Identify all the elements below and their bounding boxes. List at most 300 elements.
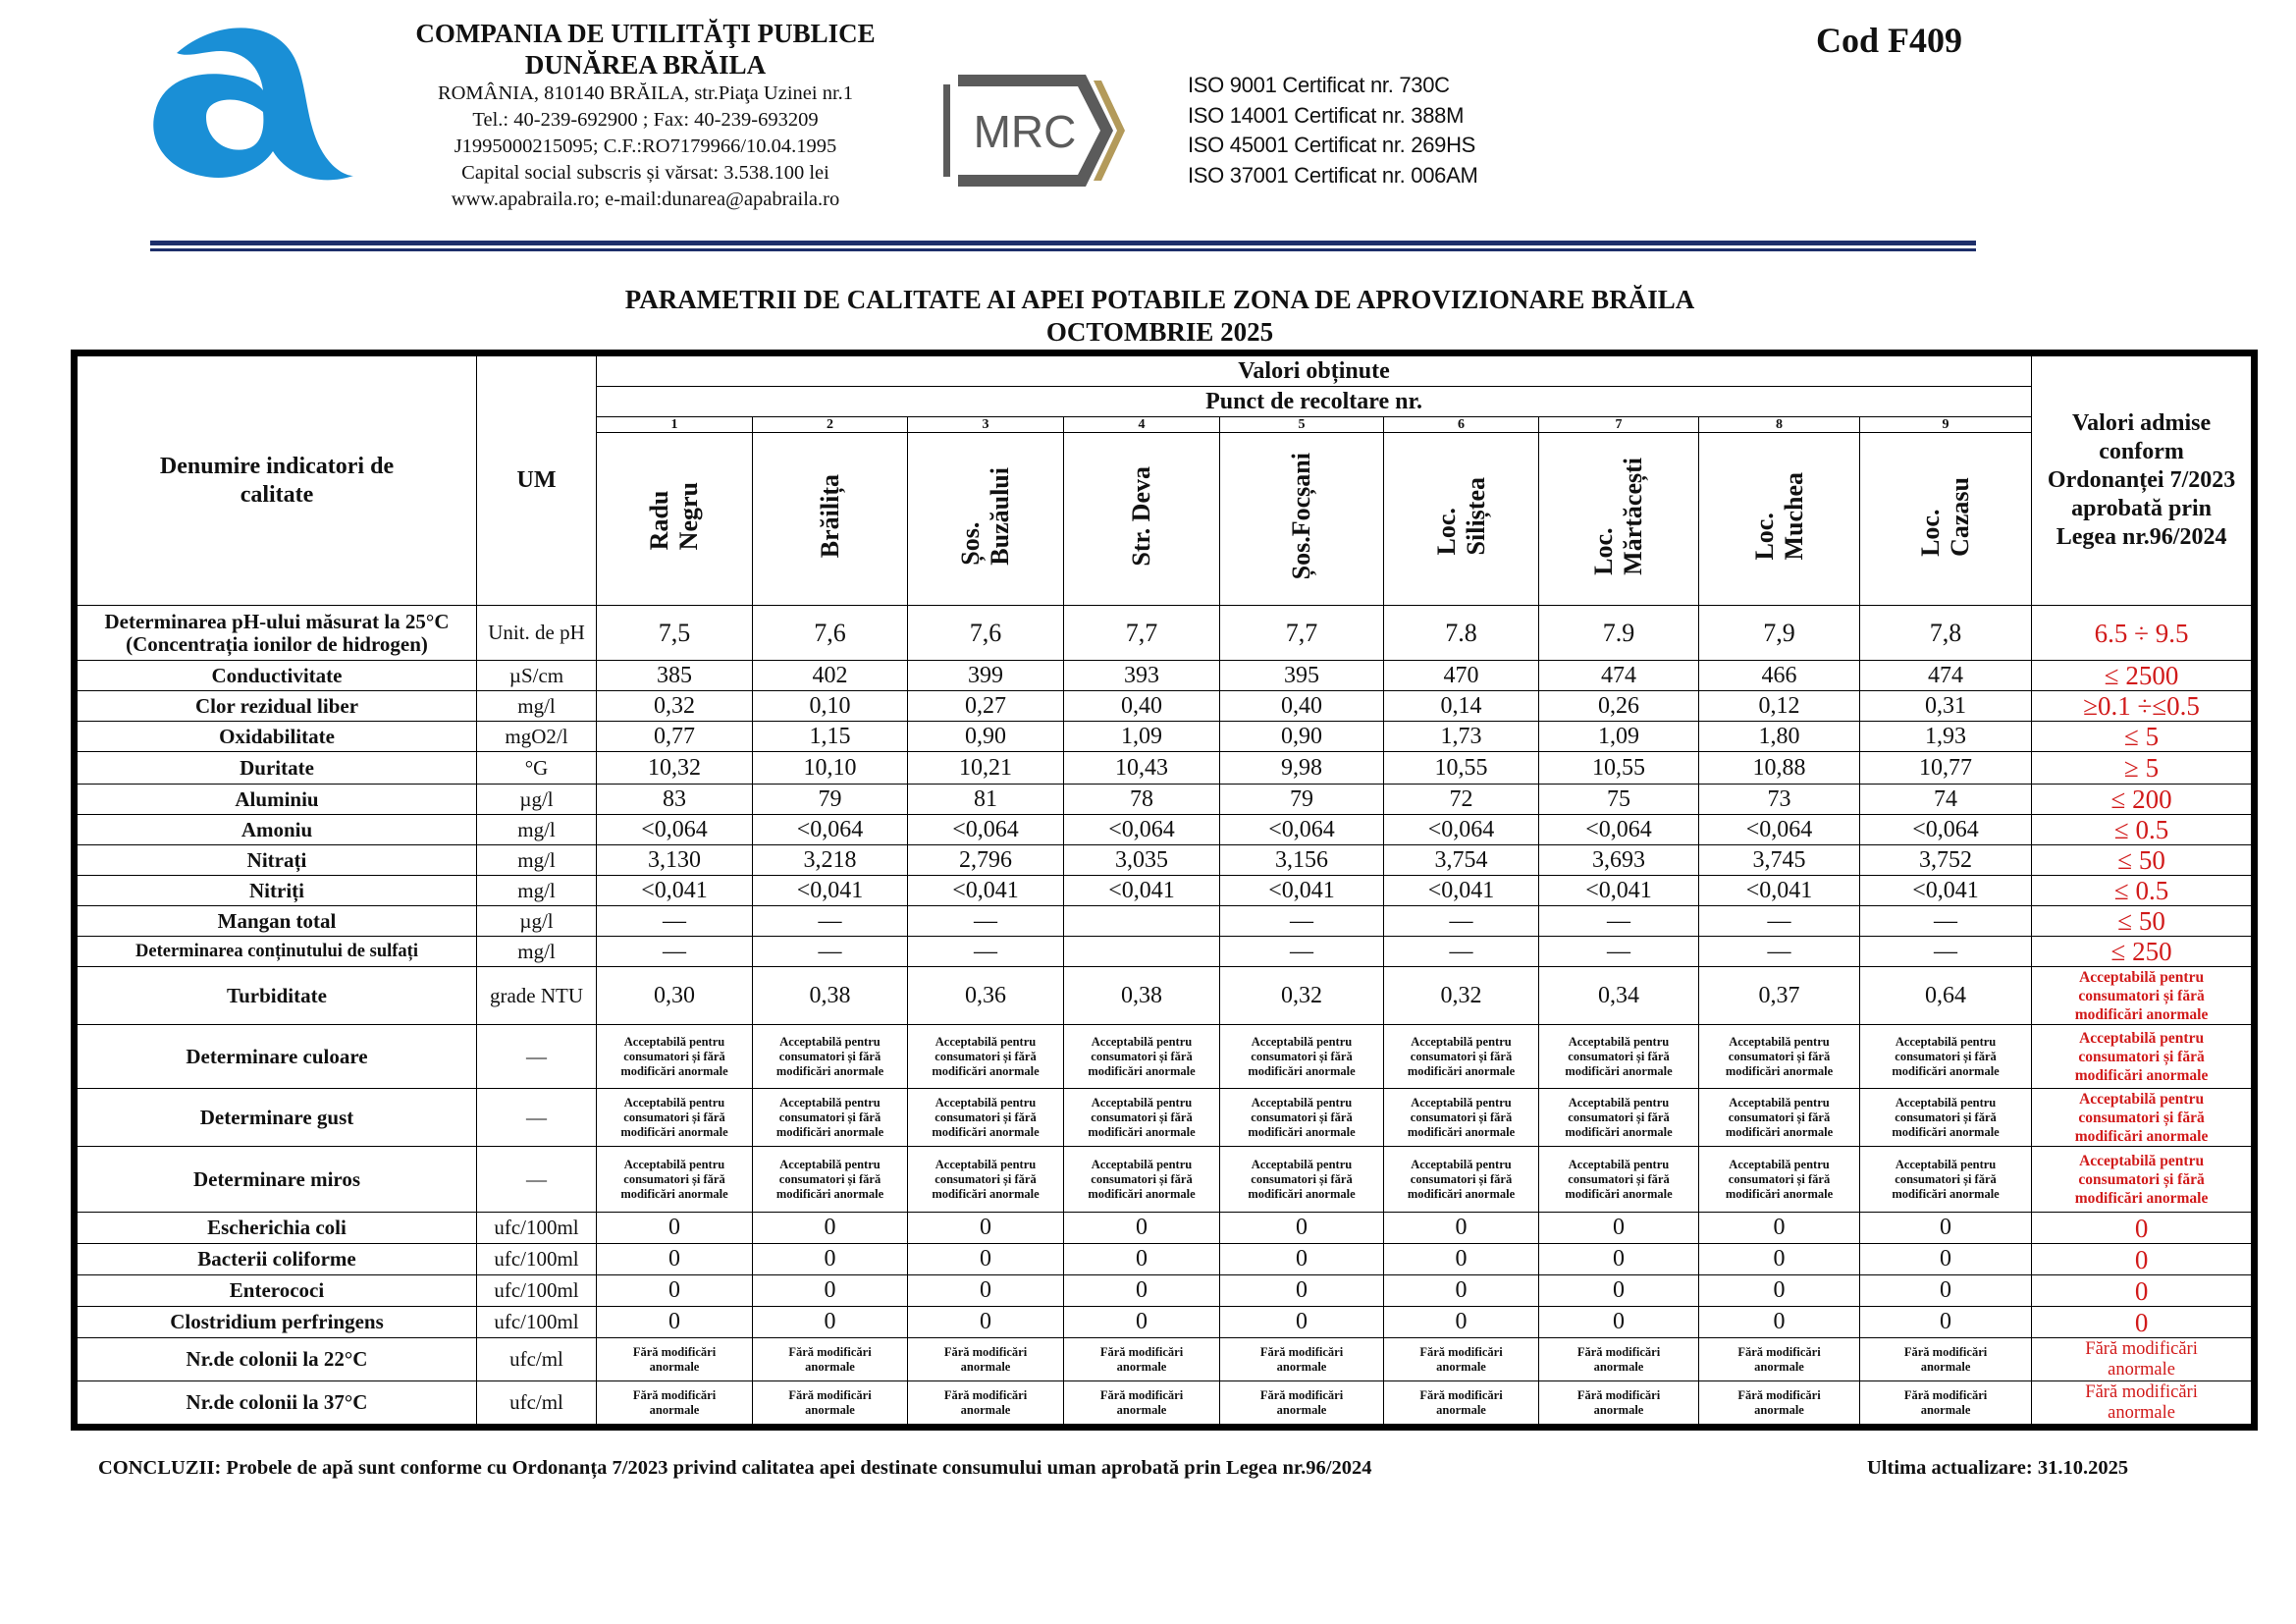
indicator-name: Conductivitate [75,661,477,691]
measured-value: 0,77 [597,722,753,752]
point-name: Loc. Siliștea [1431,477,1490,556]
allowed-limit: 0 [2032,1275,2255,1307]
table-row [75,1338,2255,1381]
header-points: Punct de recoltare nr. [597,387,2032,417]
measured-value: 474 [1860,661,2032,691]
measured-value: <0,064 [753,815,908,845]
measured-value: 0 [1699,1244,1860,1275]
measured-value: 0 [1220,1213,1384,1244]
indicator-name: Escherichia coli [75,1213,477,1244]
indicator-name: Nitrați [75,845,477,876]
measured-value: <0,064 [1384,815,1539,845]
point-name: Brăilița [815,474,844,559]
measured-value: 0,36 [908,967,1064,1025]
measured-value: 0,32 [1220,967,1384,1025]
indicator-name: Determinarea pH-ului măsurat la 25°C (Concentrația ionilor de hidrogen) [75,606,477,661]
measured-value: 0,26 [1539,691,1699,722]
table-row [75,661,2255,691]
table-row [75,906,2255,937]
measured-value: <0,064 [1539,815,1699,845]
point-name-cell [597,433,753,606]
measured-value: 3,745 [1699,845,1860,876]
measured-value: 0,27 [908,691,1064,722]
unit: Unit. de pH [477,606,597,661]
table-row [75,1089,2255,1147]
measured-text: Acceptabilă pentru consumatori și fără modificări anormale [1384,1147,1539,1213]
measured-text: Fără modificări anormale [908,1381,1064,1428]
measured-value: <0,041 [908,876,1064,906]
measured-value: 0 [1064,1307,1220,1338]
point-number: 3 [908,417,1064,433]
measured-value [1064,937,1220,967]
table-row [75,1307,2255,1338]
measured-text: Acceptabilă pentru consumatori și fără modificări anormale [1699,1089,1860,1147]
table-row [75,845,2255,876]
measured-value: 474 [1539,661,1699,691]
point-name-cell [1384,433,1539,606]
measured-value: — [1384,906,1539,937]
measured-text: Acceptabilă pentru consumatori și fără modificări anormale [1860,1025,2032,1089]
point-name-cell [753,433,908,606]
unit: mg/l [477,937,597,967]
header-indicator: Denumire indicatori de calitate [75,353,477,606]
indicator-name: Aluminiu [75,785,477,815]
measured-value: 10,88 [1699,752,1860,785]
measured-value: 0 [597,1275,753,1307]
iso-line: ISO 37001 Certificat nr. 006AM [1188,162,1478,188]
measured-value: — [597,937,753,967]
measured-value: 3,035 [1064,845,1220,876]
allowed-limit: ≤ 250 [2032,937,2255,967]
measured-text: Fără modificări anormale [1384,1381,1539,1428]
measured-text: Acceptabilă pentru consumatori și fără modificări anormale [908,1089,1064,1147]
mrc-logo [938,57,1125,204]
iso-line: ISO 14001 Certificat nr. 388M [1188,102,1465,128]
measured-text: Acceptabilă pentru consumatori și fără modificări anormale [1384,1089,1539,1147]
measured-value: 0,30 [597,967,753,1025]
unit: mg/l [477,691,597,722]
measured-value: — [753,937,908,967]
measured-value: 0 [1699,1307,1860,1338]
measured-value: 72 [1384,785,1539,815]
measured-value: 7,5 [597,606,753,661]
measured-value: — [1860,906,2032,937]
measured-value: 7,7 [1220,606,1384,661]
measured-value: 3,218 [753,845,908,876]
measured-value: 1,09 [1539,722,1699,752]
header-rule [150,241,1976,245]
unit: mg/l [477,876,597,906]
measured-value: 385 [597,661,753,691]
measured-text: Acceptabilă pentru consumatori și fără modificări anormale [908,1025,1064,1089]
allowed-limit: ≤ 2500 [2032,661,2255,691]
unit: µg/l [477,906,597,937]
measured-value: 0 [908,1275,1064,1307]
measured-value: 0 [753,1307,908,1338]
measured-value: 1,93 [1860,722,2032,752]
allowed-limit: ≤ 50 [2032,906,2255,937]
allowed-limit: ≤ 5 [2032,722,2255,752]
indicator-name: Mangan total [75,906,477,937]
measured-text: Fără modificări anormale [597,1381,753,1428]
measured-text: Acceptabilă pentru consumatori și fără modificări anormale [1860,1089,2032,1147]
measured-text: Acceptabilă pentru consumatori și fără modificări anormale [1220,1147,1384,1213]
table-row [75,691,2255,722]
measured-text: Acceptabilă pentru consumatori și fără modificări anormale [1064,1025,1220,1089]
point-name-cell [1539,433,1699,606]
measured-value: 0 [1220,1275,1384,1307]
measured-value: 0 [1539,1275,1699,1307]
point-number: 4 [1064,417,1220,433]
measured-value: 9,98 [1220,752,1384,785]
allowed-limit: 0 [2032,1213,2255,1244]
allowed-limit: Acceptabilă pentru consumatori și fără modificări anormale [2032,1147,2255,1213]
page-title: PARAMETRII DE CALITATE AI APEI POTABILE ZONA DE APROVIZIONARE BRĂILA [624,285,1695,314]
header-values: Valori obținute [597,353,2032,387]
measured-value: 0,40 [1064,691,1220,722]
measured-text: Fără modificări anormale [908,1338,1064,1381]
measured-value: 0,37 [1699,967,1860,1025]
unit: mgO2/l [477,722,597,752]
indicator-name: Amoniu [75,815,477,845]
indicator-name: Determinare culoare [75,1025,477,1089]
point-name-cell [1220,433,1384,606]
measured-text: Acceptabilă pentru consumatori și fără modificări anormale [597,1089,753,1147]
form-code: Cod F409 [1816,21,1963,60]
allowed-limit: ≥ 5 [2032,752,2255,785]
measured-value: <0,064 [1860,815,2032,845]
measured-value: <0,064 [1699,815,1860,845]
measured-value: 0 [1539,1213,1699,1244]
point-name: Str. Deva [1127,466,1155,567]
measured-value: 7.8 [1384,606,1539,661]
unit: ufc/ml [477,1381,597,1428]
measured-value: 7,6 [753,606,908,661]
measured-text: Acceptabilă pentru consumatori și fără modificări anormale [1220,1025,1384,1089]
measured-value: 0 [1064,1275,1220,1307]
allowed-limit: 0 [2032,1244,2255,1275]
allowed-limit: ≤ 200 [2032,785,2255,815]
measured-value: 0 [1699,1275,1860,1307]
measured-value: 0,38 [1064,967,1220,1025]
indicator-name: Duritate [75,752,477,785]
measured-value: <0,041 [1064,876,1220,906]
indicator-name: Determinare gust [75,1089,477,1147]
measured-value: 0,32 [597,691,753,722]
indicator-name: Oxidabilitate [75,722,477,752]
measured-value: 1,73 [1384,722,1539,752]
measured-value: 3,752 [1860,845,2032,876]
iso-line: ISO 45001 Certificat nr. 269HS [1188,133,1476,157]
measured-text: Acceptabilă pentru consumatori și fără modificări anormale [1860,1147,2032,1213]
measured-value: 0 [1384,1307,1539,1338]
unit: mg/l [477,845,597,876]
measured-text: Acceptabilă pentru consumatori și fără modificări anormale [1539,1089,1699,1147]
table-row [75,967,2255,1025]
measured-value: 75 [1539,785,1699,815]
company-info [388,18,903,213]
measured-text: Acceptabilă pentru consumatori și fără modificări anormale [1220,1089,1384,1147]
measured-value: <0,041 [1699,876,1860,906]
company-name-1: COMPANIA DE UTILITĂŢI PUBLICE [415,19,876,48]
point-name: Șos.Focșani [1287,453,1315,580]
point-name: Loc. Muchea [1749,472,1808,561]
iso-line: ISO 9001 Certificat nr. 730C [1188,73,1450,97]
unit: ufc/100ml [477,1244,597,1275]
measured-value: <0,041 [597,876,753,906]
indicator-name: Determinarea conținutului de sulfați [75,937,477,967]
point-number: 1 [597,417,753,433]
quality-table [71,350,2258,1431]
measured-value: 7,8 [1860,606,2032,661]
measured-value: — [1860,937,2032,967]
measured-text: Fără modificări anormale [1699,1381,1860,1428]
last-updated: Ultima actualizare: 31.10.2025 [1867,1457,2129,1479]
table-row [75,1147,2255,1213]
company-phone: Tel.: 40-239-692900 ; Fax: 40-239-693209 [472,109,819,131]
measured-value: 0,64 [1860,967,2032,1025]
company-address: ROMÂNIA, 810140 BRĂILA, str.Piaţa Uzinei nr.1 [437,82,854,104]
measured-value: 0 [1220,1307,1384,1338]
measured-value: 0 [1539,1244,1699,1275]
measured-value: 466 [1699,661,1860,691]
indicator-name: Nr.de colonii la 22°C [75,1338,477,1381]
unit: °G [477,752,597,785]
measured-value: 0,38 [753,967,908,1025]
unit: ufc/ml [477,1338,597,1381]
table-row [75,752,2255,785]
measured-value: 0 [908,1307,1064,1338]
indicator-name: Bacterii coliforme [75,1244,477,1275]
measured-value: 0 [1699,1213,1860,1244]
measured-value: 0 [753,1244,908,1275]
measured-value: — [908,937,1064,967]
measured-value: 399 [908,661,1064,691]
measured-value: 79 [1220,785,1384,815]
measured-text: Acceptabilă pentru consumatori și fără modificări anormale [1539,1147,1699,1213]
company-logo [147,14,353,186]
indicator-name: Enterococi [75,1275,477,1307]
measured-value: 1,15 [753,722,908,752]
measured-value: 0 [1860,1275,2032,1307]
measured-text: Acceptabilă pentru consumatori și fără modificări anormale [753,1147,908,1213]
point-name-cell [1699,433,1860,606]
point-number: 6 [1384,417,1539,433]
measured-value: 83 [597,785,753,815]
measured-text: Fără modificări anormale [1539,1338,1699,1381]
measured-value: 0 [1064,1244,1220,1275]
measured-text: Fără modificări anormale [753,1381,908,1428]
unit: mg/l [477,815,597,845]
point-name: Loc. Cazasu [1916,476,1975,557]
header-um: UM [477,353,597,606]
measured-text: Acceptabilă pentru consumatori și fără modificări anormale [597,1025,753,1089]
point-number: 9 [1860,417,2032,433]
measured-value: 0 [597,1244,753,1275]
measured-value: — [908,906,1064,937]
measured-text: Fără modificări anormale [1860,1338,2032,1381]
measured-value: 7,6 [908,606,1064,661]
unit: ufc/100ml [477,1275,597,1307]
header-rule [150,248,1976,251]
measured-value: 0,12 [1699,691,1860,722]
allowed-limit: ≥0.1 ÷≤0.5 [2032,691,2255,722]
measured-value: 10,32 [597,752,753,785]
measured-value: 1,09 [1064,722,1220,752]
conclusion: CONCLUZII: Probele de apă sunt conforme cu Ordonanța 7/2023 privind calitatea apei destinate consumului uman aprobată prin Legea nr.96/2024 [98,1457,1372,1479]
point-number: 8 [1699,417,1860,433]
measured-value: 10,77 [1860,752,2032,785]
measured-value: 3,130 [597,845,753,876]
measured-text: Acceptabilă pentru consumatori și fără modificări anormale [753,1089,908,1147]
allowed-limit: Fără modificări anormale [2032,1381,2255,1428]
measured-value: 0 [908,1244,1064,1275]
measured-text: Acceptabilă pentru consumatori și fără modificări anormale [1699,1025,1860,1089]
measured-value: 0 [1539,1307,1699,1338]
indicator-name: Clostridium perfringens [75,1307,477,1338]
measured-value: 0 [753,1275,908,1307]
measured-text: Acceptabilă pentru consumatori și fără modificări anormale [1699,1147,1860,1213]
measured-value: — [1699,937,1860,967]
measured-text: Acceptabilă pentru consumatori și fără modificări anormale [1064,1089,1220,1147]
measured-value: 395 [1220,661,1384,691]
measured-value: <0,064 [1220,815,1384,845]
measured-value: 73 [1699,785,1860,815]
measured-value: 402 [753,661,908,691]
table-row [75,722,2255,752]
measured-text: Acceptabilă pentru consumatori și fără modificări anormale [1384,1025,1539,1089]
measured-text: Acceptabilă pentru consumatori și fără modificări anormale [1539,1025,1699,1089]
measured-value: <0,041 [1220,876,1384,906]
table-row [75,1381,2255,1428]
measured-text: Fără modificări anormale [1860,1381,2032,1428]
measured-value: — [1220,937,1384,967]
point-number: 2 [753,417,908,433]
measured-text: Fără modificări anormale [597,1338,753,1381]
company-registry: J1995000215095; C.F.:RO7179966/10.04.1995 [454,135,837,157]
unit: grade NTU [477,967,597,1025]
measured-text: Fără modificări anormale [1220,1381,1384,1428]
mrc-logo-text: MRC [973,106,1077,157]
measured-text: Acceptabilă pentru consumatori și fără modificări anormale [1064,1147,1220,1213]
table-row [75,876,2255,906]
measured-text: Fără modificări anormale [1220,1338,1384,1381]
measured-value: 0,90 [908,722,1064,752]
measured-text: Fără modificări anormale [753,1338,908,1381]
measured-value: 0 [1860,1307,2032,1338]
measured-value: <0,041 [1860,876,2032,906]
point-name: Loc. Mărtăcești [1589,458,1647,575]
measured-value: <0,041 [1539,876,1699,906]
measured-value: — [1539,906,1699,937]
measured-value: 74 [1860,785,2032,815]
measured-value: 0 [908,1213,1064,1244]
measured-value: 0 [1860,1213,2032,1244]
company-capital: Capital social subscris și vărsat: 3.538.100 lei [461,162,829,184]
allowed-limit: Acceptabilă pentru consumatori și fără modificări anormale [2032,1025,2255,1089]
allowed-limit: 6.5 ÷ 9.5 [2032,606,2255,661]
company-web: www.apabraila.ro; e-mail:dunarea@apabraila.ro [451,189,840,210]
measured-value: 0 [597,1307,753,1338]
indicator-name: Determinare miros [75,1147,477,1213]
measured-value: <0,064 [908,815,1064,845]
measured-value: <0,064 [597,815,753,845]
point-name-cell [908,433,1064,606]
unit: — [477,1147,597,1213]
unit: ufc/100ml [477,1213,597,1244]
measured-value: — [1539,937,1699,967]
allowed-limit: Acceptabilă pentru consumatori și fără modificări anormale [2032,967,2255,1025]
measured-value: 0,14 [1384,691,1539,722]
point-name: Șos. Buzăului [956,467,1014,566]
measured-value: 2,796 [908,845,1064,876]
measured-value: 10,55 [1539,752,1699,785]
indicator-name: Turbiditate [75,967,477,1025]
measured-value: 393 [1064,661,1220,691]
unit: µg/l [477,785,597,815]
measured-value: 0,10 [753,691,908,722]
measured-value: 0,32 [1384,967,1539,1025]
measured-value: 81 [908,785,1064,815]
measured-value: 0 [1384,1275,1539,1307]
table-row [75,1025,2255,1089]
measured-text: Acceptabilă pentru consumatori și fără modificări anormale [753,1025,908,1089]
measured-text: Fără modificări anormale [1384,1338,1539,1381]
measured-value: 10,55 [1384,752,1539,785]
allowed-limit: ≤ 50 [2032,845,2255,876]
point-name-cell [1064,433,1220,606]
allowed-limit: ≤ 0.5 [2032,876,2255,906]
measured-value: 0 [753,1213,908,1244]
point-number: 7 [1539,417,1699,433]
measured-value [1064,906,1220,937]
measured-value: 470 [1384,661,1539,691]
page-subtitle: OCTOMBRIE 2025 [1045,317,1274,347]
measured-value: <0,041 [753,876,908,906]
measured-value: 0 [1220,1244,1384,1275]
unit: — [477,1089,597,1147]
table-row [75,937,2255,967]
point-name: Radu Negru [645,482,703,551]
measured-text: Fără modificări anormale [1699,1338,1860,1381]
measured-value: 10,43 [1064,752,1220,785]
point-name-cell [1860,433,2032,606]
table-row [75,606,2255,661]
measured-value: 0 [1384,1244,1539,1275]
measured-text: Fără modificări anormale [1539,1381,1699,1428]
header-limits: Valori admise conform Ordonanței 7/2023 aprobată prin Legea nr.96/2024 [2032,353,2255,606]
measured-value: — [753,906,908,937]
measured-value: 79 [753,785,908,815]
measured-value: — [1699,906,1860,937]
measured-value: 0 [1384,1213,1539,1244]
indicator-name: Nr.de colonii la 37°C [75,1381,477,1428]
point-number: 5 [1220,417,1384,433]
measured-value: — [597,906,753,937]
measured-value: 10,21 [908,752,1064,785]
iso-certifications [1188,71,1478,190]
allowed-limit: 0 [2032,1307,2255,1338]
measured-value: <0,064 [1064,815,1220,845]
measured-value: 0,34 [1539,967,1699,1025]
table-row [75,785,2255,815]
measured-value: 78 [1064,785,1220,815]
measured-value: 0,90 [1220,722,1384,752]
measured-value: 10,10 [753,752,908,785]
measured-value: 0 [1064,1213,1220,1244]
unit: µS/cm [477,661,597,691]
unit: — [477,1025,597,1089]
